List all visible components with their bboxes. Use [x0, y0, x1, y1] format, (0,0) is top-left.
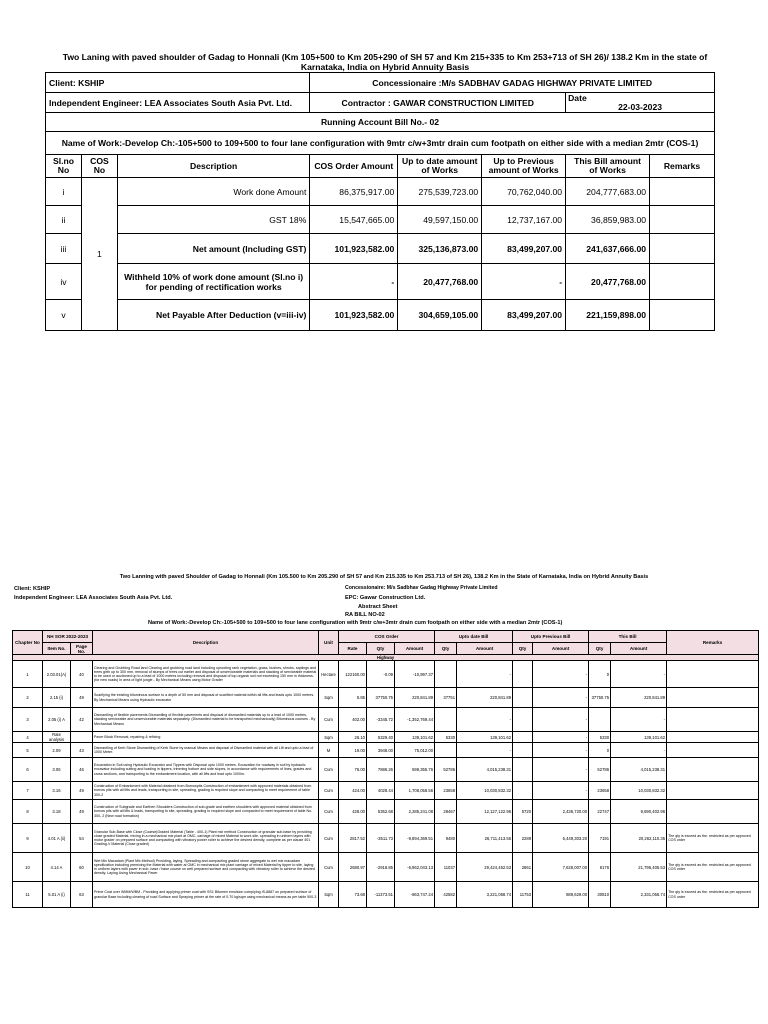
unit-cell: Cum: [319, 800, 339, 824]
chapter-cell: 11: [13, 882, 43, 908]
description-cell: Dismantling of flexible pavements Dismantling of flexible pavements and disposal of dismantled materials up to a lead of 1000 metres, stacking serviceable and unserviceable materials separately. (Dismantled material to be transported mechanically) Bituminous courses - By Mechanical Means: [93, 708, 319, 732]
header-cos-no: COS No: [81, 155, 117, 178]
description-cell: Prime Coat over WMM/WBM - Providing and applying primer coat with SS1 Bitumen emulsion complying IS-8887 on prepared surface of granular Base including clearing of road Surface and Spraying primer at the rate of 0.70 kg/sqm using mechanical means as per table 500-3: [93, 882, 319, 908]
table-row: [13, 743, 759, 758]
remarks-cell: The qty is exceed as the. restricted as per approved COS order: [667, 853, 759, 882]
this-qty-cell: 8176: [589, 853, 611, 882]
description-cell: Dismantling of Kerb Stone Dismantling of Kerb Stone by manual Means and disposal of Dismantled material with all Lift and upto a lead of 1000 Meter.: [93, 743, 319, 758]
prev-qty-cell: 2289: [513, 824, 533, 853]
remarks-cell: [667, 743, 759, 758]
item-no-cell: 5.01 A (i): [43, 882, 71, 908]
page-no-cell: 42: [71, 708, 93, 732]
summary-row: [46, 206, 715, 234]
cos-amount-cell: 75,012.00: [395, 743, 435, 758]
sheet2-name-of-work: Name of Work:-Develop Ch:-105+500 to 109+500 to four lane configuration with 9mtr c/w+3mtr drain cum footpath on either side with a median 2mtr (COS-1): [148, 620, 563, 626]
row-this-bill: 36,859,983.00: [566, 206, 650, 234]
table-row: [13, 732, 759, 743]
page-no-cell: [71, 732, 93, 743]
cos-qty-cell: 37750.75: [367, 688, 395, 708]
summary-row: [46, 178, 715, 206]
chapter-cell: 2: [13, 688, 43, 708]
utd-qty-cell: 11037: [435, 853, 457, 882]
this-amount-cell: 2,331,056.74: [611, 882, 667, 908]
utd-amount-cell: 220,841.89: [457, 688, 513, 708]
h-cos-amount: Amount: [395, 643, 435, 655]
h-page-no: Page No.: [71, 643, 93, 655]
this-qty-cell: 22747: [589, 800, 611, 824]
prev-amount-cell: 7,628,007.00: [533, 853, 589, 882]
row-description: Withheld 10% of work done amount (Sl.no i) for pending of rectification works: [117, 264, 309, 300]
chapter-cell: 1: [13, 661, 43, 688]
row-remarks: [650, 234, 715, 264]
this-amount-cell: 220,841.89: [611, 688, 667, 708]
date-cell: [566, 93, 715, 113]
utd-qty-cell: 52786: [435, 758, 457, 782]
summary-row: [46, 264, 715, 300]
summary-table: [45, 72, 715, 331]
chapter-cell: 5: [13, 743, 43, 758]
unit-cell: Hectare: [319, 661, 339, 688]
remarks-cell: [667, 688, 759, 708]
cos-amount-cell: 139,101.62: [395, 732, 435, 743]
prev-amount-cell: 6,449,303.20: [533, 824, 589, 853]
cos-no-cell: 1: [81, 178, 117, 331]
row-cos-amount: 101,923,582.00: [310, 300, 398, 331]
page-no-cell: 43: [71, 743, 93, 758]
cos-qty-cell: 7886.26: [367, 758, 395, 782]
prev-amount-cell: -: [533, 708, 589, 732]
row-cos-amount: -: [310, 264, 398, 300]
utd-amount-cell: 26,711,413.55: [457, 824, 513, 853]
this-amount-cell: 21,796,405.53: [611, 853, 667, 882]
chapter-cell: 4: [13, 732, 43, 743]
description-cell: Excavation in Soil using Hydraulic Excavator and Tippers with Disposal upto 1000 metres. Excavation for roadway in soil by hydraulic excavator including cutting and loading in tippers, trimming bottom and side slopes, in accordance with requirements of lines, grades and cross sections, and transporting to the embankment location, with all lifts and lead upto 1000m.: [93, 758, 319, 782]
prev-qty-cell: [513, 743, 533, 758]
chapter-cell: 6: [13, 758, 43, 782]
h-this-amount: Amount: [611, 643, 667, 655]
prev-qty-cell: [513, 782, 533, 800]
remarks-cell: [667, 782, 759, 800]
prev-amount-cell: -: [533, 743, 589, 758]
contractor-cell: Contractor : GAWAR CONSTRUCTION LIMITED: [310, 93, 566, 113]
engineer-cell: Independent Engineer: LEA Associates South Asia Pvt. Ltd.: [46, 93, 310, 113]
remarks-cell: [667, 800, 759, 824]
summary-row: [46, 300, 715, 331]
sheet2-title: Two Lanning with paved Shoulder of Gadag to Honnali (Km 105.500 to Km 205.290 of SH 57 and Km 215.335 to Km 253.713 of SH 26), 138.2 Km in the State of Karnataka, India on Hybrid Annuity Basis: [119, 574, 649, 580]
h-remarks: Remarks: [667, 631, 759, 655]
unit-cell: Cum: [319, 853, 339, 882]
description-cell: Wet Mix Macadam (Plant Mix Method) Providing, laying, Spreading and compacting graded stone aggregate to wet mix macadam specification including premixing the Material with water at OMC in mechanical mix plant carriage of mixed Material by tipper to site, laying in uniform layers with paver in sub- base / base course on well prepared surface and compacting with vibratory roller to achieve the desired density. Laying Using Mechanical Paver: [93, 853, 319, 882]
table-row: [13, 782, 759, 800]
h-item-no: Item No.: [43, 643, 71, 655]
item-no-cell: 2.03.01(A): [43, 661, 71, 688]
abstract-table: [12, 630, 759, 908]
h-chapter: Chapter No: [13, 631, 43, 655]
cos-qty-cell: -3511.73: [367, 824, 395, 853]
this-amount-cell: 20,262,110.35: [611, 824, 667, 853]
item-no-cell: 2.09: [43, 743, 71, 758]
row-upto-date: 49,597,150.00: [398, 206, 482, 234]
table-row: [13, 800, 759, 824]
row-slno: iv: [46, 264, 82, 300]
highway-section-label: Highway: [13, 655, 759, 661]
prev-qty-cell: 11753: [513, 882, 533, 908]
item-no-cell: 2.05 (i) A: [43, 708, 71, 732]
h-cos-qty: Qty: [367, 643, 395, 655]
cos-amount-cell: 599,355.76: [395, 758, 435, 782]
utd-qty-cell: 28467: [435, 800, 457, 824]
utd-qty-cell: [435, 743, 457, 758]
this-qty-cell: 30810: [589, 882, 611, 908]
this-amount-cell: -: [611, 661, 667, 688]
unit-cell: Cum: [319, 758, 339, 782]
this-qty-cell: 23658: [589, 782, 611, 800]
h-this-qty: Qty: [589, 643, 611, 655]
unit-cell: Cum: [319, 782, 339, 800]
cos-amount-cell: -1,352,769.44: [395, 708, 435, 732]
h-sor: NH SOR 2022-2023: [43, 631, 93, 643]
h-upto-prev: Upto Previous Bill: [513, 631, 589, 643]
rate-cell: 5.85: [339, 688, 367, 708]
utd-amount-cell: -: [457, 743, 513, 758]
this-amount-cell: -: [611, 708, 667, 732]
row-this-bill: 204,777,683.00: [566, 178, 650, 206]
table-row: [13, 661, 759, 688]
utd-qty-cell: 23658: [435, 782, 457, 800]
row-upto-previous: 12,737,167.00: [482, 206, 566, 234]
row-remarks: [650, 264, 715, 300]
prev-qty-cell: [513, 688, 533, 708]
cos-qty-cell: -2918.85: [367, 853, 395, 882]
row-cos-amount: 101,923,582.00: [310, 234, 398, 264]
description-cell: Scarifying the existing bituminous surface to a depth of 50 mm and disposal of scarified material within all lifts and leads upto 1000 metres. By Mechanical Means using Hydraulic excavator: [93, 688, 319, 708]
row-upto-previous: 70,762,040.00: [482, 178, 566, 206]
utd-qty-cell: 42582: [435, 882, 457, 908]
remarks-cell: [667, 661, 759, 688]
utd-amount-cell: -: [457, 661, 513, 688]
cos-qty-cell: 3948.00: [367, 743, 395, 758]
row-slno: v: [46, 300, 82, 331]
rate-cell: 73.68: [339, 882, 367, 908]
item-no-cell: 2.15 (i): [43, 688, 71, 708]
cos-amount-cell: 2,285,241.08: [395, 800, 435, 824]
row-slno: i: [46, 178, 82, 206]
row-this-bill: 20,477,768.00: [566, 264, 650, 300]
prev-qty-cell: [513, 758, 533, 782]
table-row: [13, 853, 759, 882]
row-upto-previous: 83,499,207.00: [482, 300, 566, 331]
prev-amount-cell: -: [533, 732, 589, 743]
table-row: [13, 688, 759, 708]
rate-cell: 424.00: [339, 782, 367, 800]
cos-amount-cell: -9,894,369.51: [395, 824, 435, 853]
date-value: 22-03-2023: [618, 101, 663, 112]
cos-amount-cell: -6,962,043.13: [395, 853, 435, 882]
row-remarks: [650, 300, 715, 331]
item-no-cell: 4.14 A: [43, 853, 71, 882]
cos-qty-cell: -3345.72: [367, 708, 395, 732]
cos-amount-cell: 220,841.89: [395, 688, 435, 708]
page-no-cell: 46: [71, 758, 93, 782]
this-amount-cell: -: [611, 743, 667, 758]
header-description: Description: [117, 155, 309, 178]
row-remarks: [650, 178, 715, 206]
this-qty-cell: [589, 708, 611, 732]
cos-qty-cell: 5329.40: [367, 732, 395, 743]
utd-qty-cell: 9480: [435, 824, 457, 853]
remarks-cell: [667, 758, 759, 782]
bill-no: Running Account Bill No.- 02: [46, 113, 715, 132]
rate-cell: 2680.97: [339, 853, 367, 882]
h-this-bill: This Bill: [589, 631, 667, 643]
header-slno: Sl.no No: [46, 155, 82, 178]
utd-amount-cell: 3,221,058.74: [457, 882, 513, 908]
cos-qty-cell: -0.09: [367, 661, 395, 688]
prev-qty-cell: [513, 661, 533, 688]
h-prev-amount: Amount: [533, 643, 589, 655]
unit-cell: Sqm: [319, 882, 339, 908]
rate-cell: 402.00: [339, 708, 367, 732]
sheet2-abstract: Abstract Sheet: [358, 604, 398, 610]
description-cell: Construction of Embankment with Material obtained from Borrowpits Construction of embankment with approved materials obtained from borrow pits with all lifts and leads, transporting to site, spreading, grading to required slope and compacting to meet requirement of table 300-2: [93, 782, 319, 800]
sheet2-concessionaire: Concessionaire: M/s Sadbhav Gadag Highway Private Limited: [345, 585, 498, 591]
cos-qty-cell: 5352.68: [367, 800, 395, 824]
cos-amount-cell: -863,747.24: [395, 882, 435, 908]
this-qty-cell: 37750.75: [589, 688, 611, 708]
rate-cell: 2817.52: [339, 824, 367, 853]
this-qty-cell: 0: [589, 743, 611, 758]
h-description: Description: [93, 631, 319, 655]
row-upto-date: 304,659,105.00: [398, 300, 482, 331]
summary-row: [46, 234, 715, 264]
row-this-bill: 241,637,666.00: [566, 234, 650, 264]
row-upto-date: 325,136,873.00: [398, 234, 482, 264]
table-row: [13, 882, 759, 908]
prev-qty-cell: [513, 708, 533, 732]
remarks-cell: The qty is exceed as the. restricted as per approved COS order: [667, 824, 759, 853]
rate-cell: 122160.00: [339, 661, 367, 688]
prev-amount-cell: -: [533, 758, 589, 782]
utd-amount-cell: 4,015,238.31: [457, 758, 513, 782]
item-no-cell: Rate analysis: [43, 732, 71, 743]
this-amount-cell: 4,015,238.31: [611, 758, 667, 782]
row-description: GST 18%: [117, 206, 309, 234]
sheet2-engineer: Independent Engineer: LEA Associates South Asia Pvt. Ltd.: [14, 595, 173, 601]
sheet2-ra-bill: RA BILL NO-02: [345, 612, 385, 618]
row-slno: ii: [46, 206, 82, 234]
utd-amount-cell: 29,424,452.53: [457, 853, 513, 882]
chapter-cell: 7: [13, 782, 43, 800]
row-description: Net amount (Including GST): [117, 234, 309, 264]
row-upto-date: 20,477,768.00: [398, 264, 482, 300]
header-upto-date: Up to date amount of Works: [398, 155, 482, 178]
this-qty-cell: 5330: [589, 732, 611, 743]
remarks-cell: [667, 732, 759, 743]
cos-amount-cell: 1,708,058.56: [395, 782, 435, 800]
page-no-cell: 49: [71, 688, 93, 708]
prev-amount-cell: -: [533, 688, 589, 708]
this-amount-cell: 10,030,832.32: [611, 782, 667, 800]
client-cell: Client: KSHIP: [46, 73, 310, 93]
utd-amount-cell: -: [457, 708, 513, 732]
rate-cell: 76.00: [339, 758, 367, 782]
header-remarks: Remarks: [650, 155, 715, 178]
prev-qty-cell: 5720: [513, 800, 533, 824]
row-description: Work done Amount: [117, 178, 309, 206]
item-no-cell: 3.16: [43, 782, 71, 800]
page-no-cell: 63: [71, 882, 93, 908]
row-slno: iii: [46, 234, 82, 264]
utd-qty-cell: [435, 708, 457, 732]
cos-amount-cell: -10,997.37: [395, 661, 435, 688]
chapter-cell: 9: [13, 824, 43, 853]
page-no-cell: 49: [71, 782, 93, 800]
page-no-cell: 54: [71, 824, 93, 853]
row-upto-date: 275,539,723.00: [398, 178, 482, 206]
utd-amount-cell: 139,101.62: [457, 732, 513, 743]
page-no-cell: 49: [71, 800, 93, 824]
utd-qty-cell: 37751: [435, 688, 457, 708]
rate-cell: 428.00: [339, 800, 367, 824]
prev-amount-cell: 2,436,720.00: [533, 800, 589, 824]
h-cos-order: COS Order: [339, 631, 435, 643]
date-label: Date: [568, 92, 587, 103]
rate-cell: 26.10: [339, 732, 367, 743]
cos-qty-cell: -11373.51: [367, 882, 395, 908]
remarks-cell: [667, 708, 759, 732]
item-no-cell: 4.01 A (ii): [43, 824, 71, 853]
header-this-bill: This Bill amount of Works: [566, 155, 650, 178]
header-cos-order-amount: COS Order Amount: [310, 155, 398, 178]
table-row: [13, 758, 759, 782]
page-no-cell: 60: [71, 853, 93, 882]
row-this-bill: 221,159,898.00: [566, 300, 650, 331]
chapter-cell: 3: [13, 708, 43, 732]
rate-cell: 19.00: [339, 743, 367, 758]
header-upto-previous: Up to Previous amount of Works: [482, 155, 566, 178]
h-unit: Unit: [319, 631, 339, 655]
description-cell: Clearing and Grubbing Road land Clearing and grubbing road land including uprooting rank vegetation, grass, bushes, shrubs, saplings and trees girth up to 300 mm, removal of stumps of trees cut earlier and disposal of unserviceable materials and stacking of serviceable material to be used or auctioned up to a lead of 1000 metres including removal and disposal of top organic soil not exceeding 150 mm in thickness. (for new roads) In area of light jungle - By Mechanical Means using Motor Grader: [93, 661, 319, 688]
item-no-cell: 3.06: [43, 758, 71, 782]
sheet2-epc: EPC: Gawar Construction Ltd.: [345, 595, 426, 601]
prev-amount-cell: -: [533, 661, 589, 688]
row-remarks: [650, 206, 715, 234]
utd-qty-cell: [435, 661, 457, 688]
chapter-cell: 10: [13, 853, 43, 882]
row-cos-amount: 86,375,917.00: [310, 178, 398, 206]
this-qty-cell: 52786: [589, 758, 611, 782]
prev-qty-cell: 2861: [513, 853, 533, 882]
prev-amount-cell: -: [533, 782, 589, 800]
remarks-cell: The qty is exceed as the. restricted as per approved COS order: [667, 882, 759, 908]
unit-cell: Sqm: [319, 732, 339, 743]
prev-amount-cell: 889,629.00: [533, 882, 589, 908]
sheet2-client: Client: KSHIP: [14, 586, 51, 592]
cos-qty-cell: 4028.44: [367, 782, 395, 800]
chapter-cell: 8: [13, 800, 43, 824]
table-row: [13, 824, 759, 853]
unit-cell: Sqm: [319, 688, 339, 708]
utd-amount-cell: 10,030,832.32: [457, 782, 513, 800]
prev-qty-cell: [513, 732, 533, 743]
h-prev-qty: Qty: [513, 643, 533, 655]
utd-qty-cell: 5330: [435, 732, 457, 743]
this-amount-cell: 9,690,402.96: [611, 800, 667, 824]
row-upto-previous: -: [482, 264, 566, 300]
this-qty-cell: 7191: [589, 824, 611, 853]
h-utd-amount: Amount: [457, 643, 513, 655]
row-cos-amount: 15,547,665.00: [310, 206, 398, 234]
table-row: [13, 708, 759, 732]
description-cell: Paver Block Removal, repairing & refixing: [93, 732, 319, 743]
this-amount-cell: 139,101.62: [611, 732, 667, 743]
this-qty-cell: 0: [589, 661, 611, 688]
h-utd-qty: Qty: [435, 643, 457, 655]
row-description: Net Payable After Deduction (v=iii-iv): [117, 300, 309, 331]
sheet1-title: Two Laning with paved shoulder of Gadag to Honnali (Km 105+500 to Km 205+290 of SH 57 and Km 215+335 to Km 253+713 of SH 26)/ 138.2 Km in the state of Karnataka, India on Hybrid Annuity Basis: [62, 52, 708, 72]
page-no-cell: 40: [71, 661, 93, 688]
concessionaire-cell: Concessionaire :M/s SADBHAV GADAG HIGHWAY PRIVATE LIMITED: [310, 73, 715, 93]
unit-cell: M: [319, 743, 339, 758]
unit-cell: Cum: [319, 824, 339, 853]
name-of-work: Name of Work:-Develop Ch:-105+500 to 109+500 to four lane configuration with 9mtr c/w+3mtr drain cum footpath on either side with a median 2mtr (COS-1): [46, 132, 715, 155]
h-rate: Rate: [339, 643, 367, 655]
row-upto-previous: 83,499,207.00: [482, 234, 566, 264]
unit-cell: Cum: [319, 708, 339, 732]
description-cell: Construction of Subgrade and Earthen Shoulders Construction of sub-grade and earthen shoulders with approved material obtained from borrow pits with all lifts & leads, transporting to site, spreading, grading to required slope and compacted to meet requirement of table No. 300- 2 (New road formation): [93, 800, 319, 824]
description-cell: Granular Sub-Base with Close (Coarse)Graded Material (Table - 400-1) Plant mix method Construction of granular sub-base by providing close graded Material, mixing in a mechanical mix plant at OMC, carriage of mixed Material to work site, spreading in uniform layers with motor grader on prepared surface and compacting with vibratory power roller to achieve the desired density, complete as per clause 401 Grading-V Material (Close graded): [93, 824, 319, 853]
utd-amount-cell: 12,127,122.96: [457, 800, 513, 824]
h-upto-date: Upto date Bill: [435, 631, 513, 643]
item-no-cell: 3.18: [43, 800, 71, 824]
